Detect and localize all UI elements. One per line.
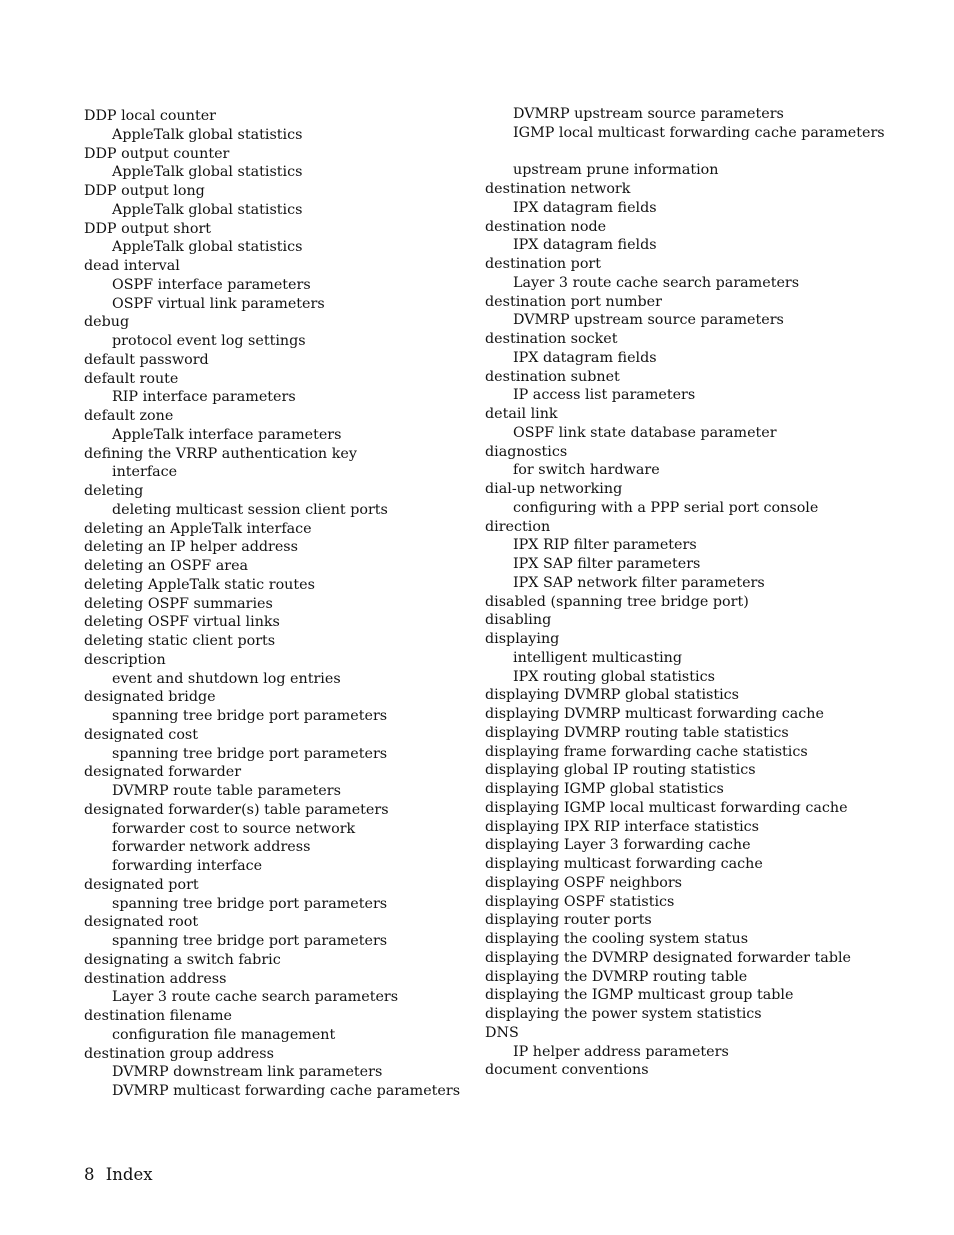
index-subentry: RIP interface parameters bbox=[112, 389, 296, 406]
index-entry: DDP output long bbox=[84, 183, 205, 199]
index-entry: default route bbox=[84, 370, 179, 387]
index-subentry: OSPF virtual link parameters bbox=[112, 295, 325, 312]
index-entry: deleting static client ports bbox=[84, 633, 276, 649]
index-subentry: IPX SAP network filter parameters bbox=[513, 574, 765, 591]
index-subentry: AppleTalk global statistics bbox=[112, 201, 303, 218]
page-footer bbox=[84, 1164, 153, 1186]
index-subentry: for switch hardware bbox=[513, 462, 660, 479]
index-subentry: IPX RIP filter parameters bbox=[513, 537, 697, 554]
index-entry: DDP local counter bbox=[84, 108, 216, 124]
index-entry: document conventions bbox=[485, 1062, 649, 1079]
index-entry: disabling bbox=[485, 612, 552, 629]
index-subentry: forwarder network address bbox=[112, 839, 311, 856]
index-subentry: event and shutdown log entries bbox=[112, 670, 341, 687]
index-entry: displaying the DVMRP routing table bbox=[485, 968, 748, 985]
index-entry: deleting AppleTalk static routes bbox=[84, 576, 315, 593]
index-entry: destination node bbox=[485, 218, 607, 235]
index-entry: deleting an OSPF area bbox=[84, 558, 249, 574]
index-column-left bbox=[84, 107, 464, 1101]
index-entry: displaying bbox=[485, 631, 560, 647]
index-entry: displaying DVMRP multicast forwarding cache bbox=[485, 706, 824, 722]
index-subentry bbox=[485, 143, 925, 162]
index-entry: deleting an AppleTalk interface bbox=[84, 520, 312, 537]
index-subentry: IP access list parameters bbox=[513, 387, 696, 404]
index-subentry: DVMRP route table parameters bbox=[112, 783, 341, 799]
index-entry: dial-up networking bbox=[485, 481, 623, 497]
index-subentry: IPX routing global statistics bbox=[513, 668, 715, 685]
index-entry: displaying IGMP global statistics bbox=[485, 781, 724, 797]
index-entry: displaying router ports bbox=[485, 912, 652, 929]
index-entry: displaying global IP routing statistics bbox=[485, 762, 756, 779]
index-subentry: DVMRP downstream link parameters bbox=[112, 1064, 383, 1081]
index-subentry: OSPF link state database parameter bbox=[513, 424, 777, 441]
index-subentry: forwarding interface bbox=[112, 858, 263, 874]
index-subentry: spanning tree bridge port parameters bbox=[112, 708, 388, 724]
index-entry: description bbox=[84, 651, 166, 668]
index-entry: displaying the IGMP multicast group table bbox=[485, 987, 794, 1004]
index-subentry: DVMRP multicast forwarding cache parameters bbox=[112, 1083, 461, 1099]
index-subentry: IPX datagram fields bbox=[513, 199, 657, 216]
index-entry: DNS bbox=[485, 1024, 519, 1041]
index-subentry: AppleTalk global statistics bbox=[112, 164, 303, 181]
index-subentry: spanning tree bridge port parameters bbox=[112, 895, 388, 912]
index-entry: default zone bbox=[84, 408, 174, 424]
index-entry: deleting OSPF virtual links bbox=[84, 614, 280, 631]
index-entry: displaying multicast forwarding cache bbox=[485, 856, 763, 872]
index-entry: default password bbox=[84, 351, 209, 368]
index-entry: designated root bbox=[84, 914, 199, 931]
index-entry: debug bbox=[84, 314, 130, 331]
index-subentry: configuration file management bbox=[112, 1026, 336, 1043]
index-entry: displaying DVMRP routing table statistics bbox=[485, 724, 789, 741]
index-subentry: IPX SAP filter parameters bbox=[513, 556, 701, 572]
index-entry: destination network bbox=[485, 181, 631, 197]
footer-section-title: Index bbox=[105, 1165, 153, 1184]
index-entry: DDP output short bbox=[84, 220, 212, 237]
index-subentry: AppleTalk global statistics bbox=[112, 126, 303, 143]
index-entry: designated port bbox=[84, 876, 199, 893]
index-subentry: DVMRP upstream source parameters bbox=[513, 106, 784, 122]
index-subentry: AppleTalk global statistics bbox=[112, 239, 303, 256]
index-entry: displaying OSPF statistics bbox=[485, 893, 675, 910]
index-entry: displaying the power system statistics bbox=[485, 1006, 762, 1022]
index-entry: dead interval bbox=[84, 258, 180, 274]
index-subentry: IP helper address parameters bbox=[513, 1043, 729, 1060]
index-entry: destination port number bbox=[485, 293, 662, 310]
index-subentry: IPX datagram fields bbox=[513, 237, 657, 254]
index-entry: displaying the DVMRP designated forwarder table bbox=[485, 949, 852, 966]
index-subentry: Layer 3 route cache search parameters bbox=[513, 274, 800, 291]
index-entry: designated forwarder(s) table parameters bbox=[84, 801, 389, 818]
index-entry: displaying OSPF neighbors bbox=[485, 874, 682, 891]
index-subentry: Layer 3 route cache search parameters bbox=[112, 989, 399, 1006]
index-entry: disabled (spanning tree bridge port) bbox=[485, 593, 749, 610]
index-subentry: protocol event log settings bbox=[112, 333, 306, 349]
index-subentry: deleting multicast session client ports bbox=[112, 501, 388, 518]
index-entry: designating a switch fabric bbox=[84, 951, 281, 968]
index-entry: displaying IGMP local multicast forwarding cache bbox=[485, 799, 848, 816]
index-subentry: configuring with a PPP serial port console bbox=[513, 499, 819, 516]
index-subentry: forwarder cost to source network bbox=[112, 820, 356, 837]
index-subentry: spanning tree bridge port parameters bbox=[112, 933, 388, 949]
index-entry: displaying Layer 3 forwarding cache bbox=[485, 837, 751, 854]
index-subentry: IGMP local multicast forwarding cache parameters bbox=[513, 124, 885, 141]
index-entry: displaying the cooling system status bbox=[485, 931, 749, 947]
index-subentry: upstream prune information bbox=[513, 162, 719, 179]
index-entry: defining the VRRP authentication key bbox=[84, 445, 357, 462]
index-subentry: OSPF interface parameters bbox=[112, 276, 311, 293]
index-entry: displaying IPX RIP interface statistics bbox=[485, 818, 760, 835]
index-entry: destination subnet bbox=[485, 368, 620, 385]
index-subentry: IPX datagram fields bbox=[513, 349, 657, 366]
page-number: 8 bbox=[84, 1165, 95, 1184]
index-subentry: intelligent multicasting bbox=[513, 649, 683, 666]
index-subentry: DVMRP upstream source parameters bbox=[513, 312, 784, 329]
index-entry: displaying frame forwarding cache statistics bbox=[485, 743, 808, 760]
index-entry: direction bbox=[485, 518, 551, 535]
index-entry: destination group address bbox=[84, 1045, 274, 1062]
index-entry: destination socket bbox=[485, 331, 618, 347]
index-entry: deleting bbox=[84, 483, 144, 499]
index-entry: deleting OSPF summaries bbox=[84, 595, 273, 612]
index-column-right bbox=[485, 105, 925, 1080]
index-entry: deleting an IP helper address bbox=[84, 539, 298, 556]
index-entry: detail link bbox=[485, 406, 558, 422]
index-entry: destination filename bbox=[84, 1008, 232, 1024]
index-entry: destination address bbox=[84, 970, 227, 987]
index-subentry: spanning tree bridge port parameters bbox=[112, 745, 388, 762]
index-entry: diagnostics bbox=[485, 443, 568, 460]
index-subentry: AppleTalk interface parameters bbox=[112, 426, 342, 443]
index-entry: DDP output counter bbox=[84, 145, 230, 162]
index-entry: destination port bbox=[485, 256, 602, 272]
index-entry: displaying DVMRP global statistics bbox=[485, 687, 740, 704]
index-entry: designated cost bbox=[84, 726, 199, 743]
index-entry: designated forwarder bbox=[84, 764, 242, 781]
index-subentry: interface bbox=[112, 464, 178, 481]
index-entry: designated bridge bbox=[84, 689, 216, 706]
